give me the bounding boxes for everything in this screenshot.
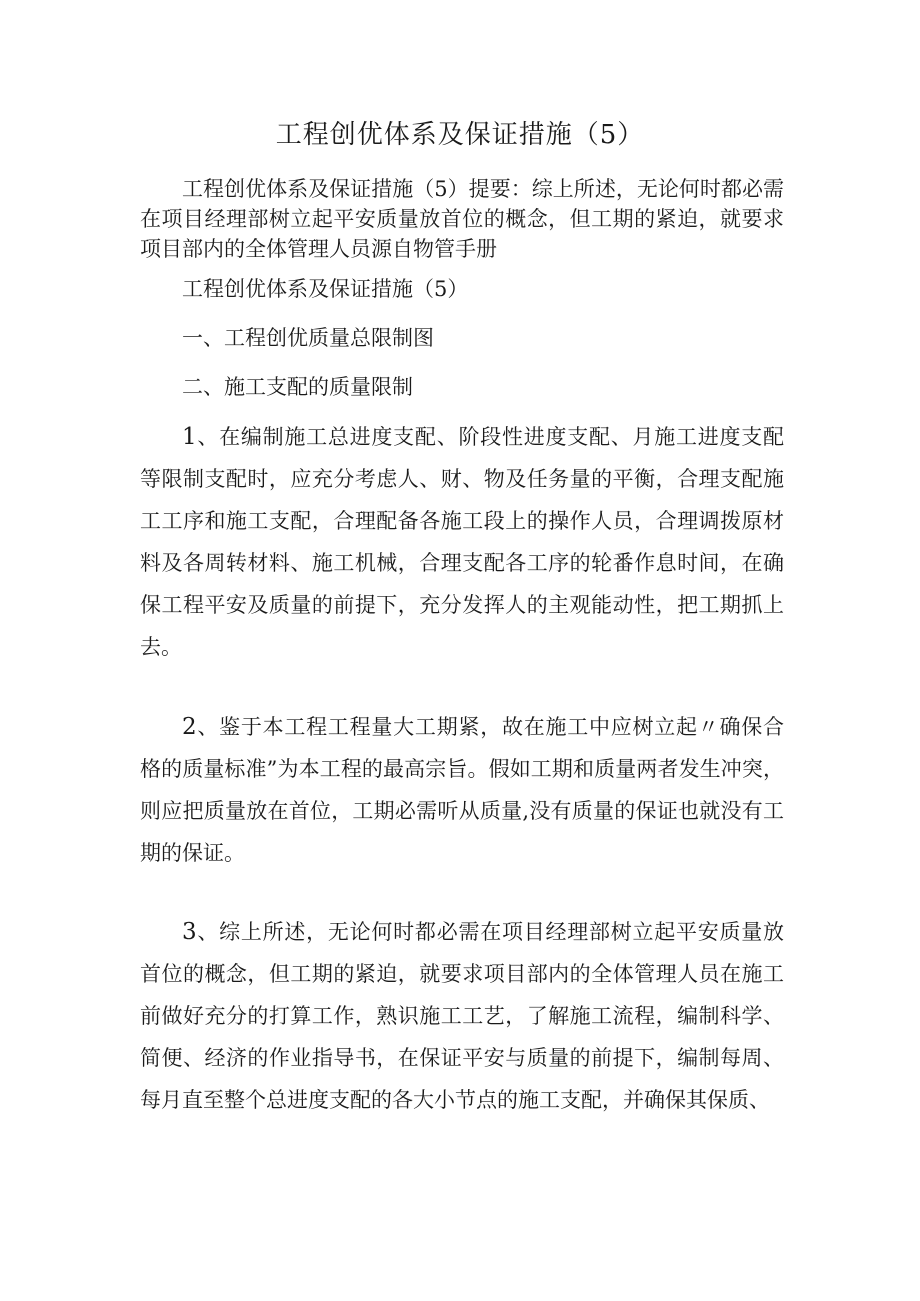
document-summary: 工程创优体系及保证措施（5）提要：综上所述，无论何时都必需在项目经理部树立起平安质量放首位的概念，但工期的紧迫，就要求项目部内的全体管理人员源自物管手册	[140, 177, 784, 261]
paragraph-number: 1	[182, 424, 197, 450]
paragraph-text: 、在编制施工总进度支配、阶段性进度支配、月施工进度支配等限制支配时，应充分考虑人、财、物及任务量的平衡，合理支配施工工序和施工支配，合理配备各施工段上的操作人员，合理调拨原材料及各周转材料、施工机械，合理支配各工序的轮番作息时间，在确保工程平安及质量的前提下，充分发挥人的主观能动性，把工期抓上去。	[140, 425, 784, 659]
body-paragraph-3	[140, 911, 784, 1121]
paragraph-number: 2	[182, 714, 197, 740]
section-heading-1: 一、工程创优质量总限制图	[182, 326, 434, 350]
body-paragraph-1	[140, 416, 784, 668]
paragraph-text: 、综上所述，无论何时都必需在项目经理部树立起平安质量放首位的概念，但工期的紧迫，就要求项目部内的全体管理人员在施工前做好充分的打算工作，熟识施工工艺，了解施工流程，编制科学、简便、经济的作业指导书，在保证平安与质量的前提下，编制每周、每月直至整个总进度支配的各大小节点的施工支配，并确保其保质、	[140, 920, 784, 1112]
body-paragraph-2	[140, 706, 784, 874]
paragraph-number: 3	[182, 919, 197, 945]
section-heading-2: 二、施工支配的质量限制	[182, 375, 413, 399]
document-title: 工程创优体系及保证措施（5）	[275, 120, 645, 150]
document-subtitle: 工程创优体系及保证措施（5）	[182, 277, 469, 301]
paragraph-text: 、鉴于本工程工程量大工期紧，故在施工中应树立起〃确保合格的质量标准”为本工程的最高宗旨。假如工期和质量两者发生冲突，则应把质量放在首位，工期必需听从质量,没有质量的保证也就没有工期的保证。	[140, 715, 784, 865]
